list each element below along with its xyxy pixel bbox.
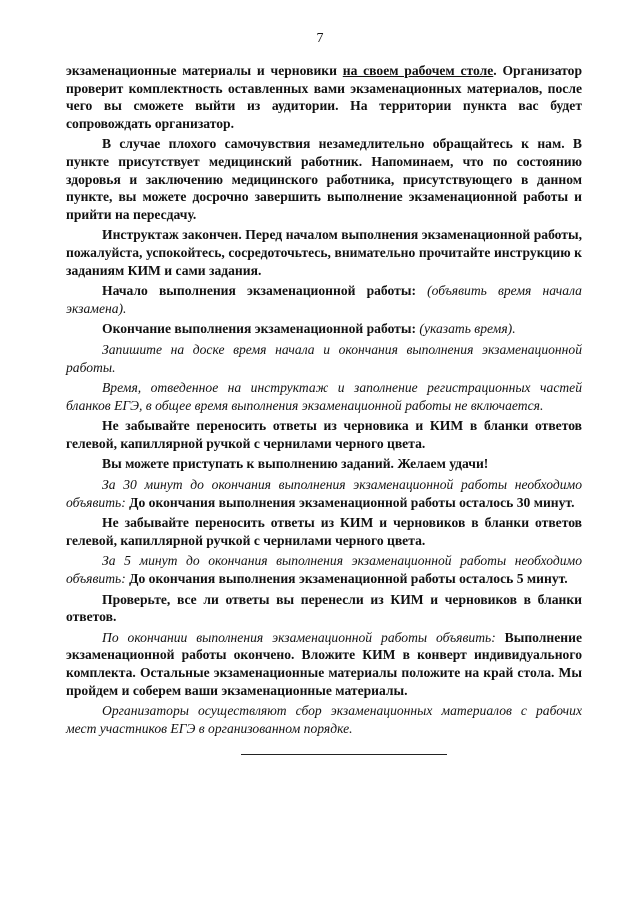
bold-text: Начало выполнения экзаменационной работы: <box>102 283 416 299</box>
italic-text: По окончании выполнения экзаменационной работы объявить: <box>102 629 496 645</box>
italic-text: За 5 минут до окончания выполнения экзаменационной работы необходимо объявить: <box>66 553 582 587</box>
paragraph-exam-start <box>66 282 582 317</box>
bold-text: Выполнение экзаменационной работы окончено. Вложите КИМ в конверт индивидуального комплекта. Остальные экзаменационные материалы положите на край стола. Мы пройдем и соберем ваши экзаменационные материалы. <box>66 629 582 698</box>
text-run: . Организатор проверит комплектность оставленных вами экзаменационных материалов, после чего вы сможете выйти из аудитории. На территории пункта вас будет сопровождать организатор. <box>66 63 583 131</box>
underlined-text: на своем рабочем столе <box>342 63 494 78</box>
paragraph-time-note: Время, отведенное на инструктаж и заполнение регистрационных частей бланков ЕГЭ, в общее время выполнения экзаменационной работы не включается. <box>66 380 582 413</box>
paragraph-work-finished <box>66 629 582 699</box>
italic-text: За 30 минут до окончания выполнения экзаменационной работы необходимо объявить: <box>66 477 582 510</box>
italic-text: (указать время). <box>416 321 516 337</box>
bold-text: Окончание выполнения экзаменационной работы: <box>102 321 417 337</box>
text-run: экзаменационные материалы и черновики <box>66 63 343 78</box>
paragraph-transfer-reminder: Не забывайте переносить ответы из КИМ и черновиков в бланки ответов гелевой, капиллярной ручкой с чернилами черного цвета. <box>66 515 582 548</box>
paragraph-check-answers: Проверьте, все ли ответы вы перенесли из КИМ и черновиков в бланки ответов. <box>66 591 582 625</box>
bold-text: До окончания выполнения экзаменационной работы осталось 5 минут. <box>125 571 568 587</box>
page-number: 7 <box>316 31 324 46</box>
paragraph-start-work: Вы можете приступать к выполнению заданий. Желаем удачи! <box>102 456 489 472</box>
paragraph-write-on-board: Запишите на доске время начала и окончания выполнения экзаменационной работы. <box>66 341 582 375</box>
italic-text: (объявить время начала экзамена). <box>66 283 582 316</box>
paragraph-collect-materials: Организаторы осуществляют сбор экзаменационных материалов с рабочих мест участников ЕГЭ в организованном порядке. <box>66 703 582 736</box>
paragraph-5-minutes <box>66 552 582 587</box>
paragraph-30-minutes <box>66 476 582 511</box>
bold-text: До окончания выполнения экзаменационной работы осталось 30 минут. <box>125 494 575 510</box>
paragraph-briefing-finished: Инструктаж закончен. Перед началом выполнения экзаменационной работы, пожалуйста, успокойтесь, сосредоточьтесь, внимательно прочитайте инструкцию к заданиям КИМ и сами задания. <box>66 227 582 278</box>
paragraph-health-notice: В случае плохого самочувствия незамедлительно обращайтесь к нам. В пункте присутствует медицинский работник. Напоминаем, что по состоянию здоровья и заключению медицинского работника, присутствующего в данном пункте, вы можете досрочно завершить выполнение экзаменационной работы и прийти на пересдачу. <box>66 136 582 222</box>
paragraph-leave-materials <box>66 62 582 132</box>
paragraph-exam-end <box>66 320 582 338</box>
paragraph-transfer-answers: Не забывайте переносить ответы из черновика и КИМ в бланки ответов гелевой, капиллярной ручкой с чернилами черного цвета. <box>66 418 582 451</box>
document-body <box>66 62 582 740</box>
closing-divider <box>241 754 447 755</box>
